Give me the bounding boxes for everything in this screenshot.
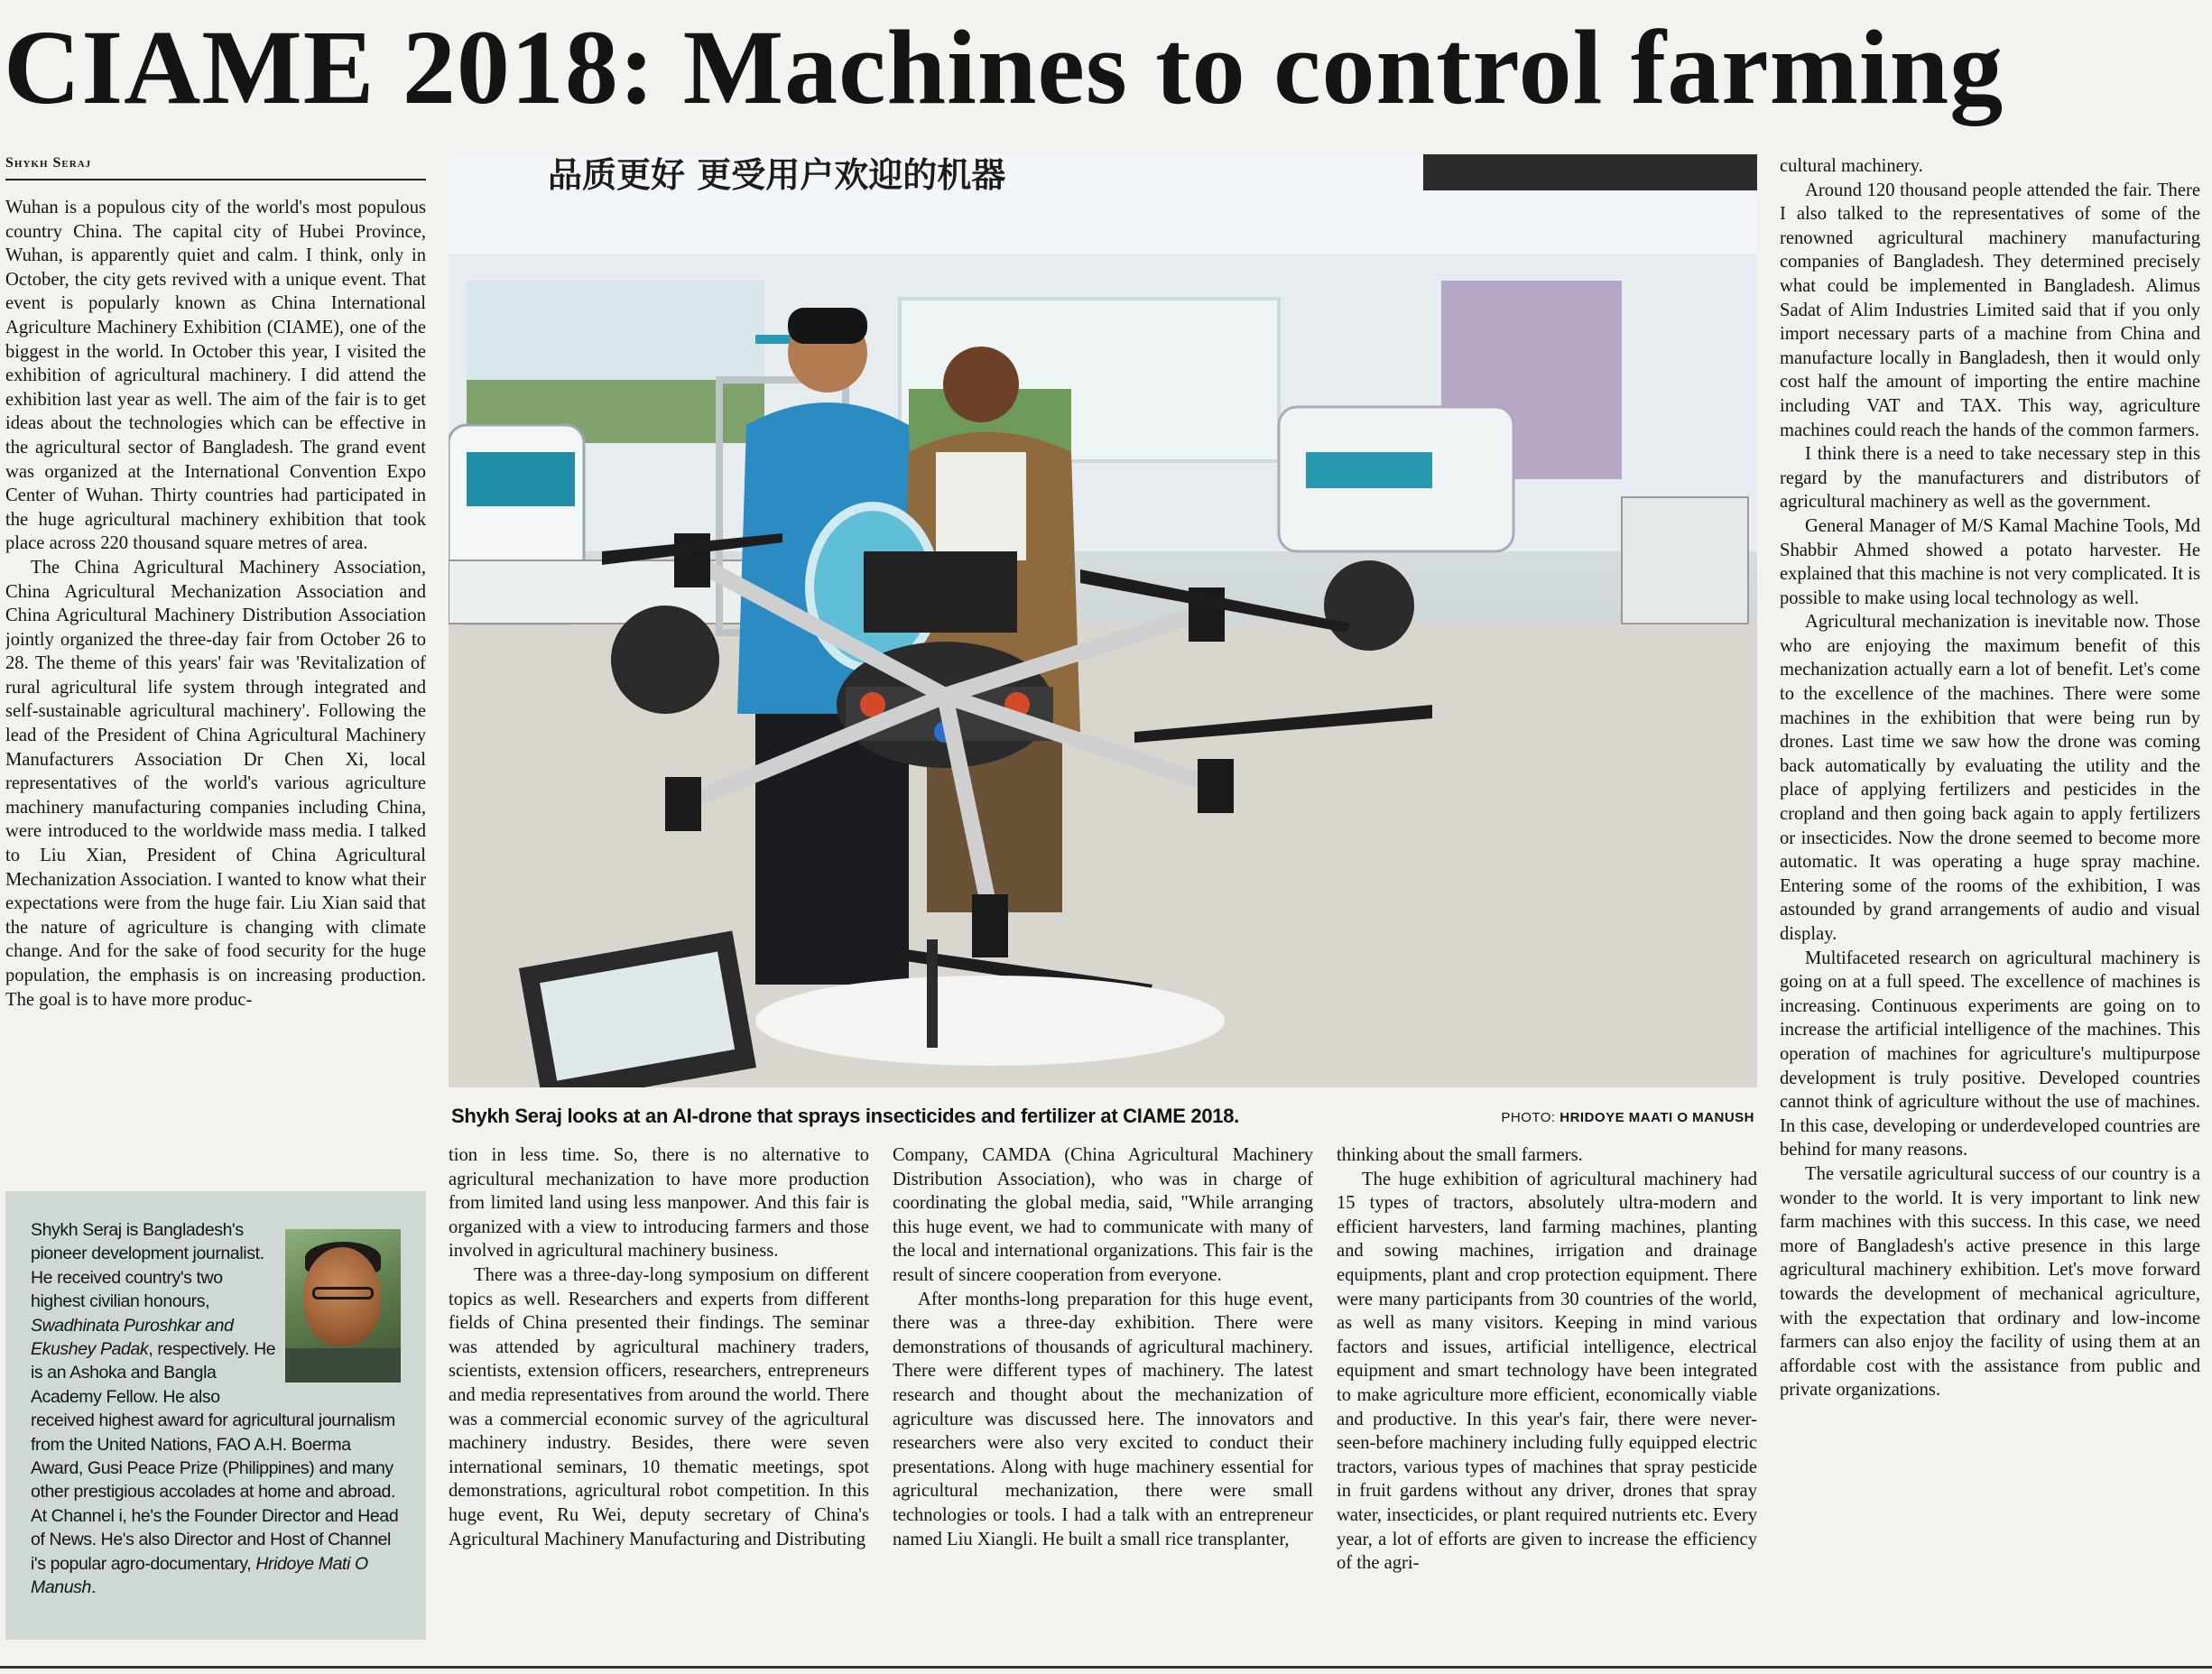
drone-scene-illustration [449, 154, 1757, 1087]
paragraph: Multifaceted research on agricultural machinery is going on at a full speed. The excellence of machines is increasing. Continuous experiments are going on to increase the artificial intelligence of the machines. This operation of machines for agriculture's multipurpose development is truly positive. Developed countries cannot think of agriculture without the use of machines. In this case, developing or underdeveloped countries are behind for many reasons. [1780, 948, 2200, 1161]
paragraph: The versatile agricultural success of our country is a wonder to the world. It is very important to link new farm machines with this success. In this case, we need more of Bangladesh's active presence in this large agricultural machinery exhibition. Let's move forward towards the development of mechanical agriculture, with the expectation that ordinary and low-income farmers can also enjoy the facility of using them at an affordable cost with the assistance from public and private organizations. [1780, 1163, 2200, 1401]
paragraph: tion in less time. So, there is no alternative to agricultural mechanization to have more production from limited land using less manpower. And this fair is organized with a view to introducing farmers and those involved in agricultural machinery business. [449, 1145, 869, 1262]
article-column-3 [893, 1143, 1313, 1649]
paragraph: Company, CAMDA (China Agricultural Machinery Distribution Association), who was in charge of coordinating the global media, said, "While arranging this huge event, we had to communicate with many of the local and international organizations. This fair is the result of sincere cooperation from everyone. [893, 1145, 1313, 1285]
photo-credit-name: HRIDOYE MAATI O MANUSH [1560, 1110, 1754, 1125]
article-column-4 [1337, 1143, 1757, 1649]
headline: CIAME 2018: Machines to control farming [4, 8, 2004, 126]
photo-credit-label: PHOTO: [1501, 1110, 1556, 1125]
article-column-5 [1780, 154, 2200, 1649]
bio-text-part: . [90, 1577, 97, 1598]
paragraph: Wuhan is a populous city of the world's most populous country China. The capital city of Hubei Province, Wuhan, is apparently quiet and calm. I think, only in October, the city gets revived with a unique event. That event is popularly known as China International Agriculture Machinery Exhibition (CIAME), one of the biggest in the world. In October this year, I visited the exhibition of agricultural machinery. I did attend the exhibition last year as well. The aim of the fair is to get ideas about the technologies which can be effective in the agricultural sector of Bangladesh. The grand event was organized at the International Convention Expo Center of Wuhan. Thirty countries had participated in the huge agricultural machinery exhibition that took place across 220 thousand square metres of area. [5, 198, 426, 554]
caption-text: Shykh Seraj looks at an AI-drone that sprays insecticides and fertilizer at CIAME 2018. [451, 1105, 1239, 1127]
paragraph: I think there is a need to take necessary step in this regard by the manufacturers and distributors of agricultural machinery as well as the government. [1780, 444, 2200, 513]
article-column-1 [5, 196, 426, 1163]
bio-show-name: Hridoye Mati O Manush [31, 1553, 368, 1598]
paragraph: The huge exhibition of agricultural machinery had 15 types of tractors, absolutely ultra-modern and efficient harvesters, land farming machines, planting and sowing machines, irrigation and drainage equipments, plant and crop protection equipment. There were many participants from 30 countries of the world, as well as many visitors. Keeping in mind various factors and issues, artificial intelligence, electrical equipment and smart technology have been integrated to make agriculture more efficient, economically viable and productive. In this year's fair, there were never-seen-before machinery including fully equipped electric tractors, various types of machines that spray pesticide in fruit gardens without any driver, drones that spray water, insecticides, or plant required nutrients etc. Every year, a lot of efforts are given to increase the efficiency of the agri- [1337, 1169, 1757, 1574]
author-portrait [285, 1229, 401, 1383]
paragraph: Around 120 thousand people attended the fair. There I also talked to the representatives of some of the renowned agricultural machinery manufacturing companies of Bangladesh. They determined precisely what could be implemented in Bangladesh. Alimus Sadat of Alim Industries Limited said that if you only import necessary parts of a machine from China and manufacture locally in Bangladesh, then it would only cost half the amount of importing the entire machine including VAT and TAX. This way, agriculture machines could reach the hands of the common farmers. [1780, 180, 2200, 440]
bio-text-part: , respectively. He is an Ashoka and Bangla Academy Fellow. He also received highest award for agricultural journalism from the United Nations, FAO A.H. Boerma Award, Gusi Peace Prize (Philippines) and many other prestigious accolades at home and abroad. At Channel i, he's the Founder Director and Head of News. He's also Director and Host of Channel i's popular agro-documentary, [31, 1339, 399, 1574]
exhibition-photo [449, 154, 1757, 1087]
bio-awards: Swadhinata Puroshkar and Ekushey Padak [31, 1315, 234, 1360]
paragraph: General Manager of M/S Kamal Machine Tools, Md Shabbir Ahmed showed a potato harvester. He explained that this machine is not very complicated. It is possible to make using local technology as well. [1780, 515, 2200, 608]
author-bio-box [5, 1191, 426, 1640]
paragraph: The China Agricultural Machinery Association, China Agricultural Mechanization Association and China Agricultural Machinery Distribution Association jointly organized the three-day fair from October 26 to 28. The theme of this years' fair was 'Revitalization of rural agricultural life system through integrated and self-sustainable agricultural machinery'. Following the lead of the President of China Agricultural Machinery Manufacturers Association Dr Chen Xi, local representatives of the world's various agriculture machinery manufacturing companies including China, were introduced to the worldwide mass media. I talked to Liu Xian, President of China Agricultural Mechanization Association. I wanted to know what their expectations were from the huge fair. Liu Xian said that the nature of agriculture is changing with climate change. And for the sake of food security for the huge population, the emphasis is on increasing production. The goal is to have more produc- [5, 557, 426, 1010]
paragraph: There was a three-day-long symposium on different topics as well. Researchers and experts from different fields of China presented their findings. The seminar was attended by agricultural machinery traders, scientists, extension officers, researchers, entrepreneurs and media representatives from around the world. There was a commercial economic survey of the agricultural machinery industry. Besides, there were seven international seminars, 10 thematic meetings, spot demonstrations, agricultural robot competition. In this huge event, Ru Wei, deputy secretary of China's Agricultural Machinery Manufacturing and Distributing [449, 1264, 869, 1549]
paragraph: thinking about the small farmers. [1337, 1145, 1583, 1165]
bio-text-part: Shykh Seraj is Bangladesh's pioneer development journalist. He received country's two highest civilian honours, [31, 1220, 264, 1312]
banner-text: 品质更好 更受用户欢迎的机器 [548, 155, 1006, 195]
photo-credit [1501, 1110, 1754, 1125]
article-column-2 [449, 1143, 869, 1649]
bottom-rule [0, 1666, 2212, 1669]
paragraph: After months-long preparation for this huge event, there was a three-day exhibition. There were demonstrations of thousands of agricultural machinery. There were different types of machinery. The latest research and thought about the mechanization of agriculture was discussed here. The innovators and researchers were also very excited to conduct their presentations. Along with huge machinery essential for agricultural mechanization, there were small technologies or tools. I had a talk with an entrepreneur named Liu Xiangli. He built a small rice transplanter, [893, 1289, 1313, 1549]
photo-caption [451, 1103, 1754, 1133]
paragraph: cultural machinery. [1780, 156, 1923, 176]
paragraph: Agricultural mechanization is inevitable now. Those who are enjoying the maximum benefit of this mechanization actually earn a lot of benefit. Let's come to the excellence of the machines. There were some machines in the exhibition that were being run by drones. Last time we saw how the drone was coming back automatically by evaluating the utility and the place of applying fertilizers and pesticides in the cropland and then going back again to apply fertilizers or insecticides. Now the drone seemed to become more automatic. It was operating a huge spray machine. Entering some of the rooms of the exhibition, I was astounded by grand arrangements of audio and visual display. [1780, 612, 2200, 944]
byline: Shykh Seraj [5, 155, 426, 180]
